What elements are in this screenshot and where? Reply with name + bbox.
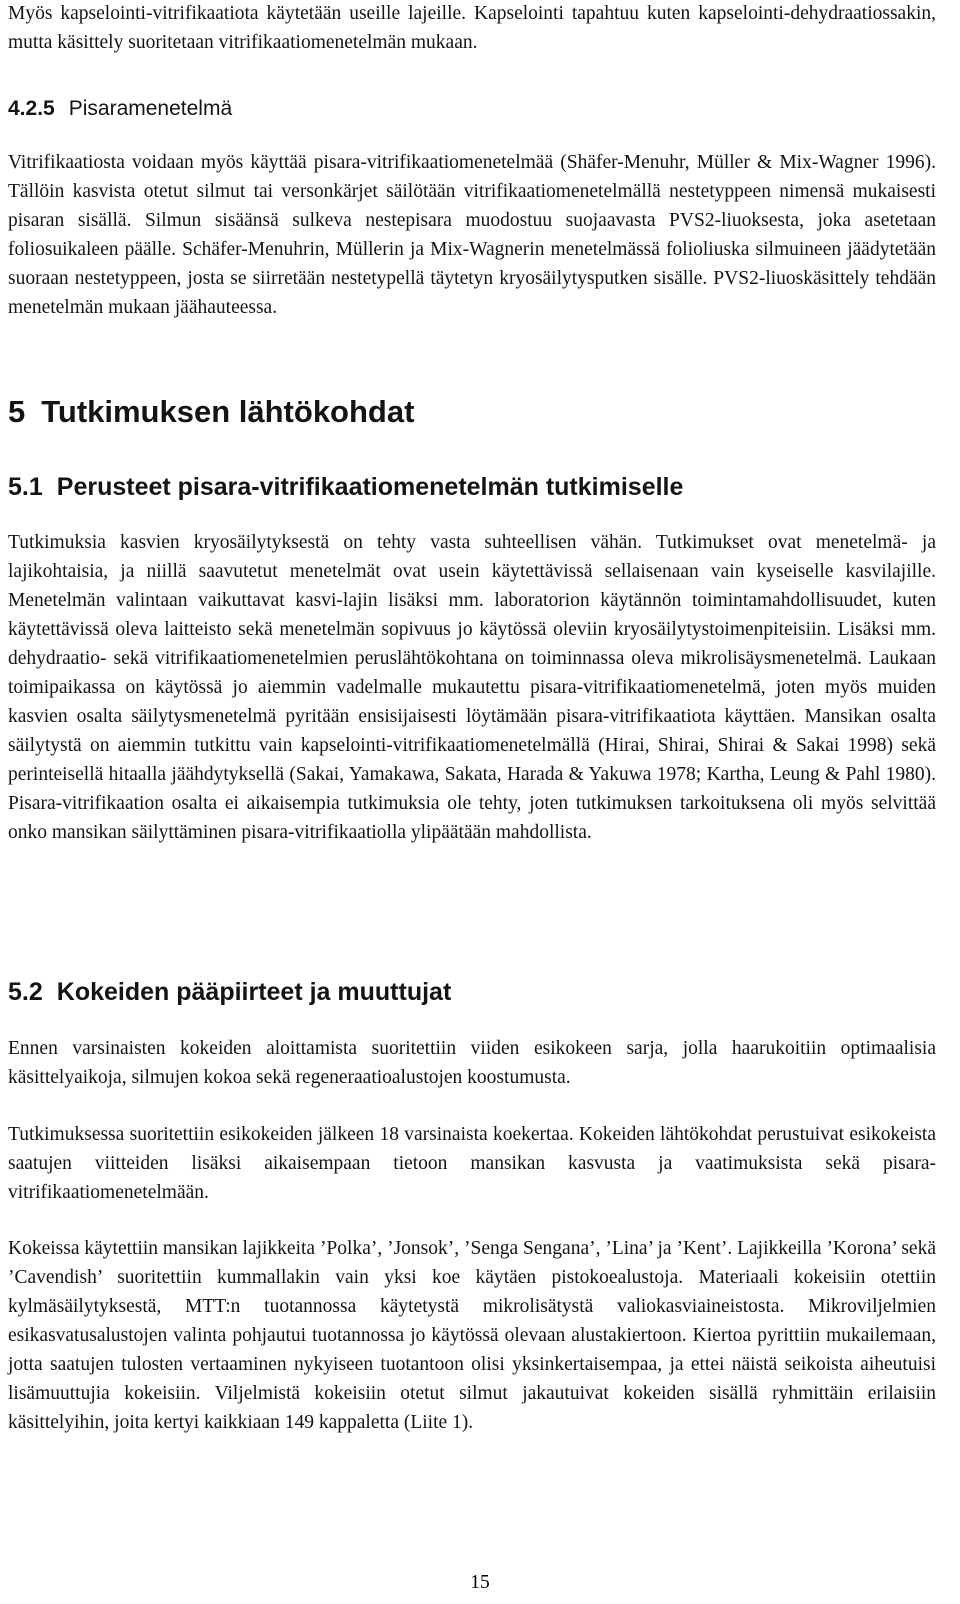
- section-5-1-paragraph: Tutkimuksia kasvien kryosäilytyksestä on tehty vasta suhteellisen vähän. Tutkimukset ovat menetelmä- ja lajikohtaisia, ja niillä saavutetut menetelmät ovat usein käytettävissä sellaisenaan vain kyseiselle kasvilajille. Menetelmän valintaan vaikuttavat kasvi-lajin lisäksi mm. laboratorion käytännön toimintamahdollisuudet, kuten käytettävissä oleva laitteisto sekä menetelmän sopivuus jo käytössä oleviin kryosäilytystoimenpiteisiin. Lisäksi mm. dehydraatio- sekä vitrifikaatiomenetelmien peruslähtökohtana on toiminnassa oleva mikrolisäysmenetelmä. Laukaan toimipaikassa on käytössä jo aiemmin vadelmalle mukautettu pisara-vitrifikaatiomenetelmä, joten myös muiden kasvien osalta säilytysmenetelmä pyritään ensisijaisesti löytämään pisara-vitrifikaatiota käyttäen. Mansikan osalta säilytystä on aiemmin tutkittu vain kapselointi-vitrifikaatiomenetelmällä (Hirai, Shirai, Shirai & Sakai 1998) sekä perinteisellä hitaalla jäähdytyksellä (Sakai, Yamakawa, Sakata, Harada & Yakuwa 1978; Kartha, Leung & Pahl 1980). Pisara-vitrifikaation osalta ei aikaisempia tutkimuksia ole tehty, joten tutkimuksen tarkoituksena oli myös selvittää onko mansikan säilyttäminen pisara-vitrifikaatiolla ylipäätään mahdollista.: [8, 532, 936, 843]
- section-5-2-paragraph: Ennen varsinaisten kokeiden aloittamista suoritettiin viiden esikokeen sarja, jolla haarukoitiin optimaalisia käsittelyaikoja, silmujen kokoa sekä regeneraatioalustojen koostumusta.: [8, 1038, 936, 1088]
- section-4-2-5-heading: [8, 94, 232, 123]
- intro-paragraph: Myös kapselointi-vitrifikaatiota käytetään useille lajeille. Kapselointi tapahtuu kuten kapselointi-dehydraatiossakin, mutta käsittely suoritetaan vitrifikaatiomenetelmän mukaan.: [8, 3, 936, 53]
- section-title: Pisaramenetelmä: [68, 97, 233, 120]
- section-number: 5.1: [8, 473, 43, 501]
- section-number: 5.2: [8, 978, 43, 1006]
- chapter-title: Tutkimuksen lähtökohdat: [41, 394, 415, 429]
- section-title: Perusteet pisara-vitrifikaatiomenetelmän tutkimiselle: [56, 473, 684, 501]
- section-number: 4.2.5: [8, 97, 55, 120]
- section-5-2-paragraph: Kokeissa käytettiin mansikan lajikkeita ’Polka’, ’Jonsok’, ’Senga Sengana’, ’Lina’ ja ’Kent’. Lajikkeilla ’Korona’ sekä ’Cavendish’ suoritettiin kummallakin vain yksi koe käytäen pistokoealustoja. Materiaali kokeisiin otettiin kylmäsäilytyksestä, MTT:n tuotannossa käytetystä mikrolisätystä valiokasviaineistosta. Mikroviljelmien esikasvatusalustojen valinta pohjautui tuotannossa jo käytössä olevaan alustakiertoon. Kiertoa pyrittiin mukailemaan, jotta saatujen tulosten vertaaminen nykyiseen tuotantoon olisi yksinkertaisempaa, ja ettei näistä seikoista aiheutuisi lisämuuttujia kokeisiin. Viljelmistä kokeisiin otetut silmut jakautuivat kokeiden sisällä ryhmittäin erilaisiin käsittelyihin, joita kertyi kaikkiaan 149 kappaletta (Liite 1).: [8, 1238, 936, 1433]
- section-5-2-paragraph: Tutkimuksessa suoritettiin esikokeiden jälkeen 18 varsinaista koekertaa. Kokeiden lähtökohdat perustuivat esikokeista saatujen viitteiden lisäksi aikaisempaan tietoon mansikan kasvusta ja vaatimuksista sekä pisara-vitrifikaatiomenetelmään.: [8, 1124, 936, 1203]
- section-4-2-5-paragraph: Vitrifikaatiosta voidaan myös käyttää pisara-vitrifikaatiomenetelmää (Shäfer-Menuhr, Müller & Mix-Wagner 1996). Tällöin kasvista otetut silmut tai versonkärjet säilötään vitrifikaatiomenetelmällä nestetyppeen nimensä mukaisesti pisaran sisällä. Silmun sisäänsä sulkeva nestepisara muodostuu suojaavasta PVS2-liuoksesta, joka asetetaan foliosuikaleen päälle. Schäfer-Menuhrin, Müllerin ja Mix-Wagnerin menetelmässä folioliuska silmuineen jäädytetään suoraan nestetyppeen, josta se siirretään nestetypellä täytetyn kryosäilytysputken sisälle. PVS2-liuoskäsittely tehdään menetelmän mukaan jäähauteessa.: [8, 152, 936, 318]
- page-number: 15: [470, 1572, 490, 1593]
- chapter-5-heading: [8, 392, 414, 432]
- section-5-2-heading: [8, 975, 451, 1009]
- section-title: Kokeiden pääpiirteet ja muuttujat: [56, 978, 452, 1006]
- section-5-1-heading: [8, 470, 683, 504]
- chapter-number: 5: [8, 394, 26, 429]
